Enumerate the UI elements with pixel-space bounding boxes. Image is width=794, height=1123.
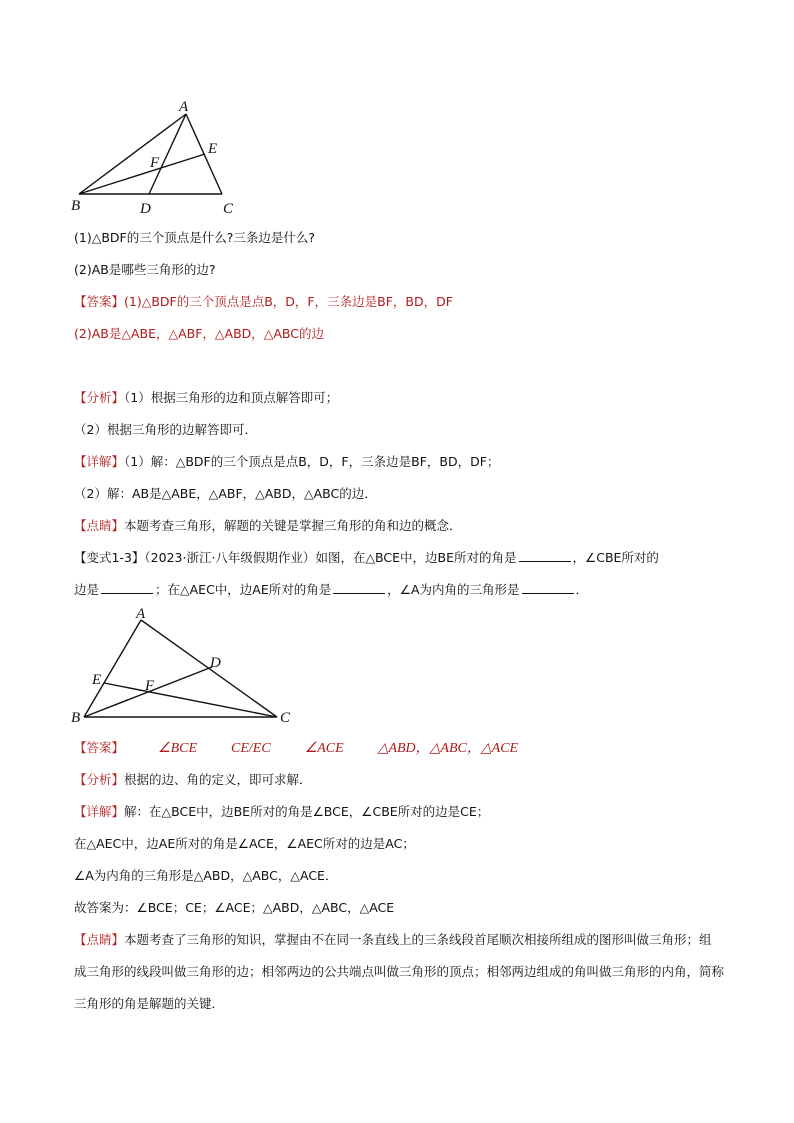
vertex-label-e: E [208,141,218,157]
figure-triangle-2 [60,600,300,730]
segment-ad [149,114,186,194]
detail-line-1: （1）解：△BDF的三个顶点是点B，D，F，三条边是BF，BD，DF； [124,454,500,469]
detail-block-1 [74,452,499,472]
detail-line-3: ∠A为内角的三角形是△ABD，△ABC，△ACE． [74,868,338,883]
blank-3 [333,581,385,594]
detail-tag: 【详解】 [74,454,125,469]
analysis-block-1 [74,388,338,408]
answer-blank-2: CE/EC [231,741,271,756]
answer-blank-4: △ABD，△ABC，△ACE [377,741,519,756]
detail-block-2 [74,802,489,822]
comment-block-2 [74,924,724,1020]
answer-block-1 [74,292,453,312]
question-2: (2)AB是哪些三角形的边? [74,262,216,277]
comment-tag: 【点睛】 [74,518,125,533]
analysis-tag: 【分析】 [74,772,125,787]
vertex-label-b: B [71,198,81,214]
analysis-line-1: （1）根据三角形的边和顶点解答即可； [124,390,339,405]
variant-text-3: 边是 [74,582,100,597]
vertex-label-b: B [71,710,81,726]
vertex-label-f: F [150,155,160,171]
vertex-label-c: C [223,201,234,217]
analysis-text: 根据的边、角的定义，即可求解． [124,772,312,787]
segment-ec [104,683,277,717]
vertex-label-d: D [140,201,151,217]
analysis-block-2 [74,770,312,790]
answer-line-1: (1)△BDF的三个顶点是点B，D，F，三条边是BF，BD，DF [124,294,453,309]
vertex-label-a: A [179,99,189,115]
detail-line-2: 在△AEC中，边AE所对的角是∠ACE，∠AEC所对的边是AC； [74,836,415,851]
variant-text-6: ． [575,582,589,597]
answer-block-2 [74,738,518,759]
vertex-label-a: A [136,606,146,622]
comment-text: 本题考查三角形，解题的关键是掌握三角形的角和边的概念． [124,518,462,533]
segment-ab [79,114,186,194]
analysis-tag: 【分析】 [74,390,125,405]
answer-blank-3: ∠ACE [304,741,344,756]
variant-text-5: ，∠A为内角的三角形是 [387,582,520,597]
answer-blank-1: ∠BCE [158,741,198,756]
detail-line-1: 解：在△BCE中，边BE所对的角是∠BCE，∠CBE所对的边是CE； [124,804,490,819]
vertex-label-c: C [280,710,291,726]
figure-triangle-1 [60,95,250,225]
vertex-label-f: F [145,678,155,694]
answer-tag: 【答案】 [74,740,125,755]
variant-source: （2023·浙江·八年级假期作业） [144,550,316,565]
triangle-diagram-2 [60,600,300,730]
variant-tag: 【变式1-3】 [74,550,145,565]
segment-ab [84,620,141,717]
analysis-line-2: （2）根据三角形的边解答即可． [74,422,257,437]
variant-question [74,542,724,606]
triangle-diagram-1 [60,95,250,225]
comment-tag: 【点睛】 [74,932,125,947]
blank-2 [101,581,153,594]
blank-4 [522,581,574,594]
answer-tag: 【答案】 [74,294,125,309]
variant-text-1: 如图，在△BCE中，边BE所对的角是 [315,550,517,565]
vertex-label-d: D [210,655,221,671]
detail-tag: 【详解】 [74,804,125,819]
comment-block-1 [74,516,462,536]
comment-text: 本题考查了三角形的知识，掌握由不在同一条直线上的三条线段首尾顺次相接所组成的图形叫做三角形；组成三角形的线段叫做三角形的边；相邻两边的公共端点叫做三角形的顶点；相邻两边组成的角叫做三角形的内角，简称三角形的角是解题的关键． [74,932,725,1011]
question-1: (1)△BDF的三个顶点是什么?三条边是什么? [74,230,315,245]
variant-text-4: ；在△AEC中，边AE所对的角是 [155,582,332,597]
blank-1 [519,549,571,562]
detail-line-2: （2）解：AB是△ABE，△ABF，△ABD，△ABC的边． [74,486,377,501]
variant-text-2: ，∠CBE所对的 [572,550,659,565]
answer-line-2: (2)AB是△ABE，△ABF，△ABD，△ABC的边 [74,326,325,341]
detail-line-4: 故答案为：∠BCE；CE；∠ACE；△ABD，△ABC，△ACE [74,900,395,915]
vertex-label-e: E [92,672,102,688]
segment-be [79,154,205,194]
